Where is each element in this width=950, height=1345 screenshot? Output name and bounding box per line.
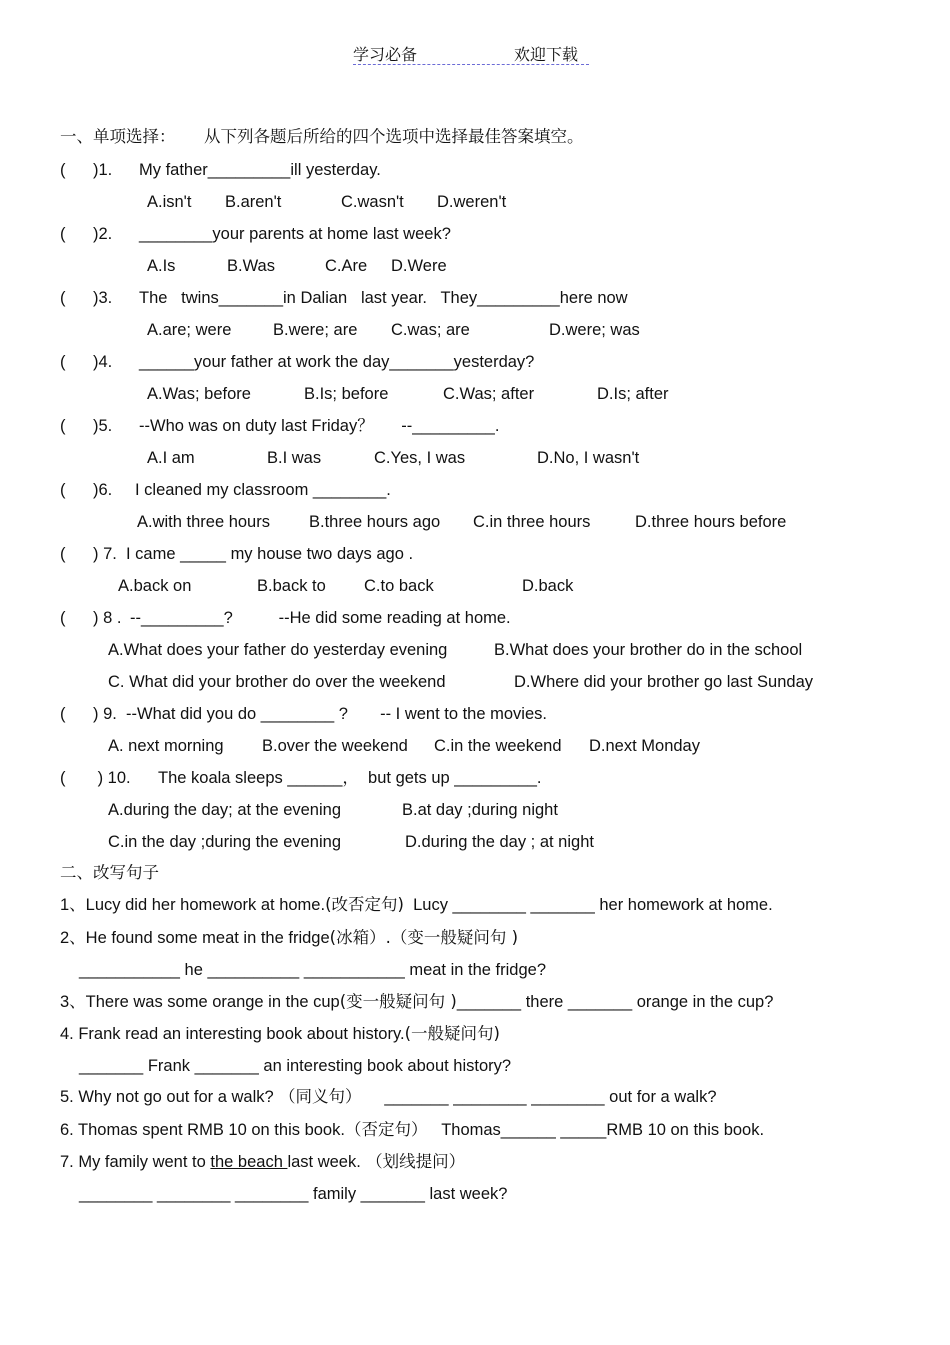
- q3-option-c: C.was; are: [391, 321, 470, 339]
- q9-option-a: A. next morning: [108, 737, 224, 755]
- q1-option-c: C.wasn't: [341, 193, 404, 211]
- q8-option-a: A.What does your father do yesterday evening: [108, 641, 448, 659]
- q9-option-d: D.next Monday: [589, 737, 700, 755]
- q10-option-a: A.during the day; at the evening: [108, 801, 341, 819]
- rewrite-5-sentence: 5. Why not go out for a walk? （同义句） _______ ________ ________ out for a walk?: [60, 1087, 717, 1106]
- q4-option-c: C.Was; after: [443, 385, 535, 403]
- page-header: [353, 42, 589, 65]
- q10-option-c: C.in the day ;during the evening: [108, 833, 341, 851]
- q9-stem: --What did you do ________ ? -- I went to the movies.: [126, 705, 547, 723]
- q2-option-d: D.Were: [391, 257, 447, 275]
- q1-option-a: A.isn't: [147, 193, 192, 211]
- q3-option-b: B.were; are: [273, 321, 358, 339]
- q8-stem: --_________? --He did some reading at home.: [130, 609, 511, 627]
- q2-option-c: C.Are: [325, 257, 368, 275]
- header-left: 学习必备: [353, 45, 418, 64]
- q4-option-b: B.Is; before: [304, 385, 389, 403]
- q10-option-d: D.during the day ; at night: [405, 833, 594, 851]
- q8-option-c: C. What did your brother do over the weekend: [108, 673, 446, 691]
- q2-stem: ________your parents at home last week?: [139, 225, 451, 243]
- section1-title: 一、单项选择：: [60, 127, 176, 146]
- q1-stem: My father_________ill yesterday.: [139, 161, 381, 179]
- q6-option-b: B.three hours ago: [309, 513, 441, 531]
- q7-stem: I came _____ my house two days ago .: [126, 545, 414, 563]
- q3-paren: ( )3.: [60, 289, 113, 307]
- rewrite-1-sentence: 1、Lucy did her homework at home.(改否定句) Lucy ________ _______ her homework at home.: [60, 895, 773, 914]
- q10-stem: The koala sleeps ______， but gets up _________.: [158, 769, 542, 787]
- q3-option-d: D.were; was: [549, 321, 640, 339]
- q7-option-b: B.back to: [257, 577, 326, 595]
- q8-option-b: B.What does your brother do in the school: [494, 641, 803, 659]
- q4-option-a: A.Was; before: [147, 385, 251, 403]
- q8-option-d: D.Where did your brother go last Sunday: [514, 673, 813, 691]
- q10-paren: ( ) 10.: [60, 769, 131, 787]
- rewrite-7-sentence: 7. My family went to the beach last week. （划线提问）: [60, 1152, 466, 1171]
- q1-paren: ( )1.: [60, 161, 113, 179]
- q2-option-b: B.Was: [227, 257, 275, 275]
- q9-paren: ( ) 9.: [60, 705, 117, 723]
- rewrite-3-sentence: 3、There was some orange in the cup(变一般疑问句 )_______ there _______ orange in the cup?: [60, 992, 774, 1011]
- q7-option-c: C.to back: [364, 577, 434, 595]
- q6-option-d: D.three hours before: [635, 513, 787, 531]
- section2-title: 二、改写句子: [60, 863, 159, 882]
- rewrite-4-answer: _______ Frank _______ an interesting book about history?: [79, 1057, 512, 1075]
- q6-option-a: A.with three hours: [137, 513, 270, 531]
- rewrite-6-sentence: 6. Thomas spent RMB 10 on this book.（否定句） Thomas______ _____RMB 10 on this book.: [60, 1120, 765, 1139]
- q4-paren: ( )4.: [60, 353, 113, 371]
- q9-option-c: C.in the weekend: [434, 737, 562, 755]
- section1-instruction: 从下列各题后所给的四个选项中选择最佳答案填空。: [204, 127, 584, 146]
- rewrite-2-sentence: 2、He found some meat in the fridge(冰箱）.（变一般疑问句 ): [60, 928, 519, 947]
- q9-option-b: B.over the weekend: [262, 737, 408, 755]
- q10-option-b: B.at day ;during night: [402, 801, 558, 819]
- q5-paren: ( )5.: [60, 417, 113, 435]
- q4-option-d: D.Is; after: [597, 385, 669, 403]
- q7-paren: ( ) 7.: [60, 545, 117, 563]
- header-right: 欢迎下载: [514, 45, 579, 64]
- q3-stem: The twins_______in Dalian last year. They_________here now: [139, 289, 628, 307]
- q5-stem: --Who was on duty last Friday？ --_________.: [139, 417, 500, 435]
- q4-stem: ______your father at work the day_______yesterday?: [139, 353, 535, 371]
- q6-paren: ( )6.: [60, 481, 113, 499]
- underlined-phrase: the beach: [210, 1153, 288, 1171]
- q6-option-c: C.in three hours: [473, 513, 591, 531]
- q5-option-b: B.I was: [267, 449, 322, 467]
- rewrite-4-sentence: 4. Frank read an interesting book about history.(一般疑问句): [60, 1024, 500, 1043]
- q8-paren: ( ) 8 .: [60, 609, 122, 627]
- rewrite-7-answer: ________ ________ ________ family _______ last week?: [79, 1185, 508, 1203]
- q1-option-b: B.aren't: [225, 193, 282, 211]
- q7-option-d: D.back: [522, 577, 574, 595]
- q5-option-c: C.Yes, I was: [374, 449, 466, 467]
- q1-option-d: D.weren't: [437, 193, 507, 211]
- q2-option-a: A.Is: [147, 257, 176, 275]
- q5-option-d: D.No, I wasn't: [537, 449, 640, 467]
- q6-stem: I cleaned my classroom ________.: [135, 481, 391, 499]
- q5-option-a: A.I am: [147, 449, 195, 467]
- q7-option-a: A.back on: [118, 577, 192, 595]
- q3-option-a: A.are; were: [147, 321, 232, 339]
- rewrite-2-answer: ___________ he __________ ___________ meat in the fridge?: [79, 961, 547, 979]
- q2-paren: ( )2.: [60, 225, 113, 243]
